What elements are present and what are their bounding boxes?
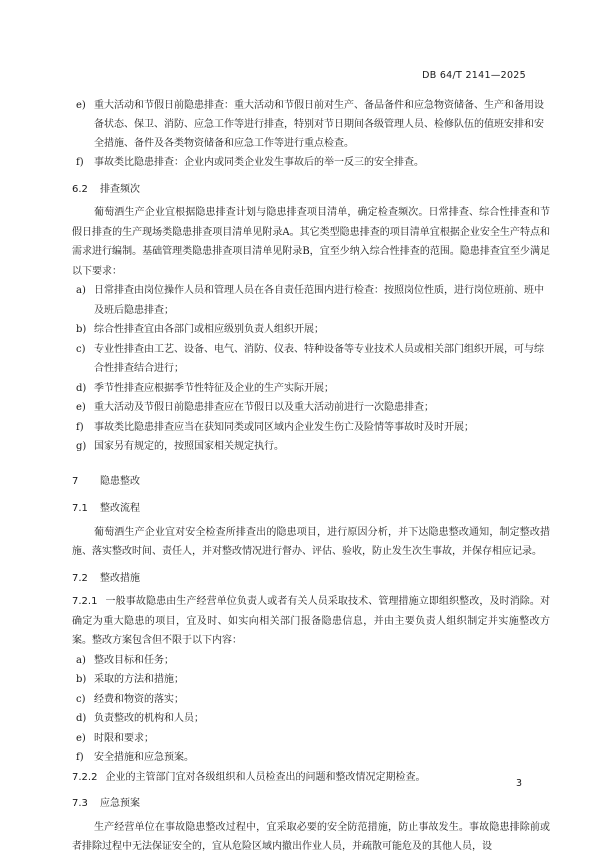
list-item [72,379,550,399]
list-item [72,709,550,729]
list-item [72,729,550,749]
page-number: 3 [515,778,522,789]
clause-text: 企业的主管部门宜对各级组织和人员检查出的问题和整改情况定期检查。 [105,771,426,783]
list-marker: e) [76,402,86,413]
list-marker: b) [76,324,87,335]
paragraph: 葡萄酒生产企业宜对安全检查所排查出的隐患项目，进行原因分析，并下达隐患整改通知，制定整改措施、落实整改时间、责任人，并对整改情况进行督办、评估、验收，防止发生次生事故，并保存相应记录。 [72,526,550,557]
section-heading-6-2 [72,180,550,200]
section-heading-7 [72,472,550,492]
list-marker: g) [76,441,87,452]
list-marker: d) [76,382,87,394]
list-text: 重大活动和节假日前隐患排查：重大活动和节假日前对生产、备品备件和应急物资储备、生产和备用设备状态、保卫、消防、应急工作等进行排查，特别对节日期间各级管理人员、检修队伍的值班安排和安全措施、备件及各类物资储备和应急工作等进行重点检查。 [94,100,544,149]
section-heading-7-3 [72,794,550,814]
list-text: 重大活动及节假日前隐患排查应在节假日以及重大活动前进行一次隐患排查； [94,402,434,413]
list-marker: d) [76,713,87,724]
list-marker: a) [76,285,86,296]
list-marker: f) [76,421,84,433]
list-marker: e) [76,732,86,744]
section-title: 排查频次 [100,183,140,195]
list-item [72,153,550,173]
list-marker: a) [76,654,86,666]
list-item [72,748,550,768]
list-marker: c) [76,343,86,355]
section-number: 7.1 [72,503,88,514]
list-text: 负责整改的机构和人员； [94,713,204,724]
list-text: 采取的方法和措施； [94,674,184,685]
list-item [72,418,550,438]
list-item [72,340,550,379]
clause-7-2-1 [72,592,550,651]
list-text: 季节性排查应根据季节性特征及企业的生产实际开展； [94,382,334,394]
list-text: 综合性排查宜由各部门或相应级别负责人组织开展； [94,324,324,335]
section-title: 整改流程 [100,503,140,514]
list-item [72,398,550,418]
list-item [72,651,550,671]
section-heading-7-2 [72,569,550,589]
section-number: 7 [72,475,79,487]
section-title: 隐患整改 [100,475,140,487]
section-number: 6.2 [72,183,88,195]
list-text: 事故类比隐患排查应当在获知同类或同区域内企业发生伤亡及险情等事故时及时开展； [94,421,474,433]
standard-code: DB 64/T 2141—2025 [422,70,526,81]
paragraph: 葡萄酒生产企业宜根据隐患排查计划与隐患排查项目清单，确定检查频次。日常排查、综合性排查和节假日排查的生产现场类隐患排查项目清单见附录A。其它类型隐患排查的项目清单宜根据企业安全生产特点和需求进行编制。基础管理类隐患排查项目清单见附录B，宜至少纳入综合性排查的范围。隐患排查宜至少满足以下要求： [72,207,550,277]
list-text: 经费和物资的落实； [94,693,184,705]
section-title: 应急预案 [100,798,140,809]
list-text: 安全措施和应急预案。 [94,752,194,763]
list-item [72,96,550,153]
list-marker: c) [76,693,86,705]
clause-number: 7.2.1 [72,596,98,607]
paragraph: 生产经营单位在事故隐患整改过程中，宜采取必要的安全防范措施，防止事故发生。事故隐患排除前或者排除过程中无法保证安全的，宜从危险区域内撤出作业人员，并疏散可能危及的其他人员，设 [72,821,550,852]
list-text: 专业性排查由工艺、设备、电气、消防、仪表、特种设备等专业技术人员或相关部门组织开展，可与综合性排查结合进行； [94,343,544,374]
list-marker: b) [76,674,87,685]
list-item [72,437,550,457]
list-item [72,670,550,690]
section-number: 7.2 [72,572,88,584]
list-marker: e) [76,100,86,111]
list-text: 日常排查由岗位操作人员和管理人员在各自责任范围内进行检查：按照岗位性质，进行岗位班前、班中及班后隐患排查； [94,285,544,316]
clause-number: 7.2.2 [72,771,98,783]
clause-7-2-2 [72,768,550,788]
list-item [72,690,550,710]
list-text: 时限和要求； [94,732,154,744]
list-marker: f) [76,752,84,763]
section-heading-7-1 [72,499,550,519]
list-text: 整改目标和任务； [94,654,174,666]
clause-text: 一般事故隐患由生产经营单位负责人或者有关人员采取技术、管理措施立即组织整改，及时消除。对确定为重大隐患的项目，宜及时、如实向相关部门报备隐患信息，并由主要负责人组织制定并实施整改方案。整改方案包含但不限于以下内容： [72,596,550,646]
list-text: 国家另有规定的，按照国家相关规定执行。 [94,441,284,452]
section-number: 7.3 [72,798,88,809]
list-item [72,281,550,320]
list-text: 事故类比隐患排查：企业内或同类企业发生事故后的举一反三的安全排查。 [94,157,424,168]
section-title: 整改措施 [100,572,140,584]
document-body [72,96,550,857]
list-item [72,320,550,340]
list-marker: f) [76,157,84,168]
